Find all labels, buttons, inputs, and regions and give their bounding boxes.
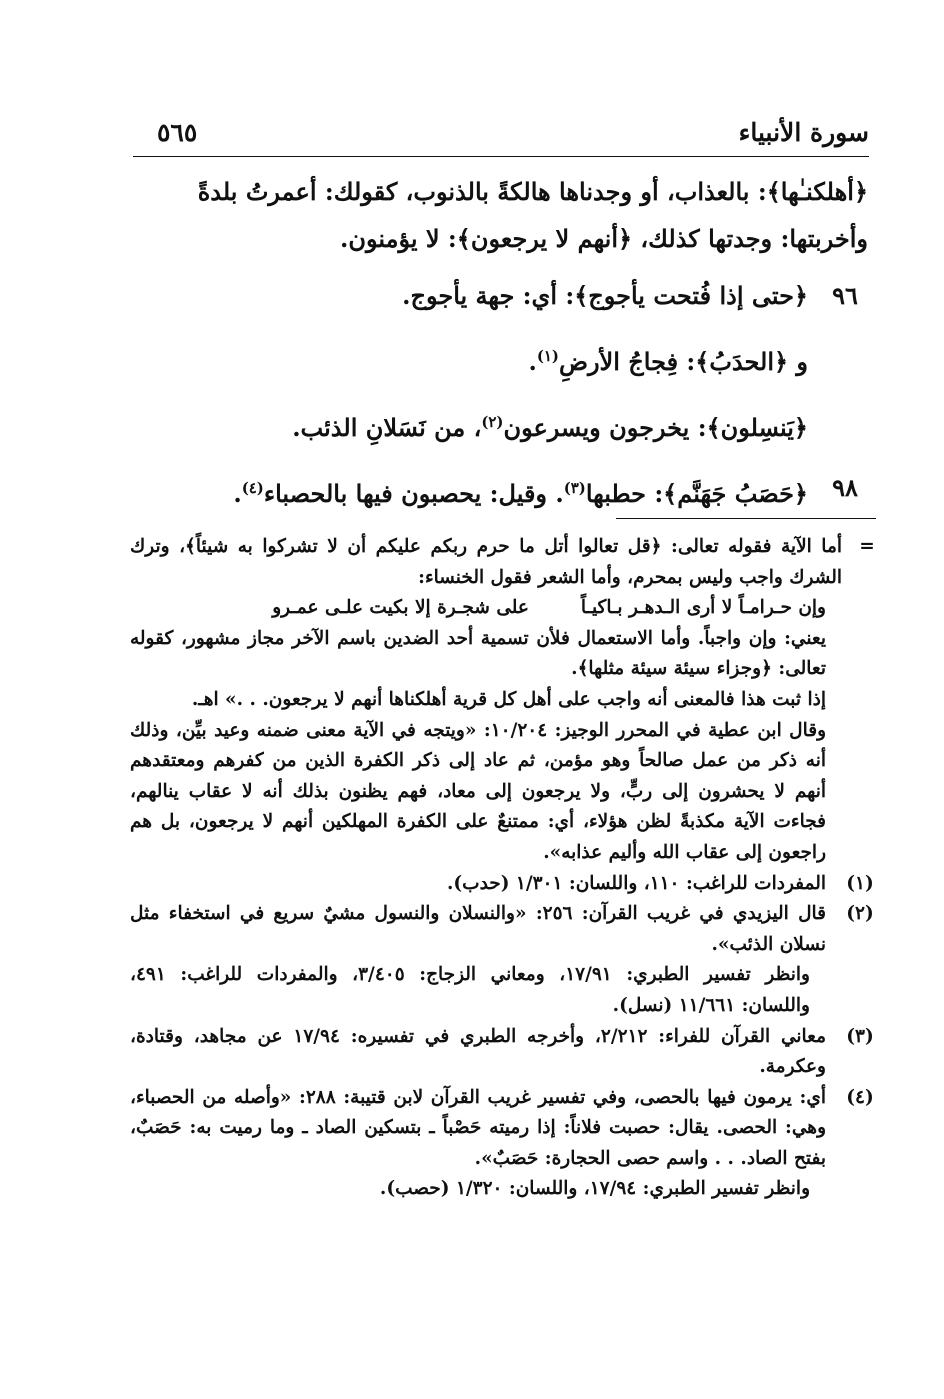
gloss-text: ﴿حتى إذا فُتحت يأجوج﴾: أي: جهة يأجوج. bbox=[402, 281, 808, 310]
verse-number: ٩٨ bbox=[832, 473, 858, 502]
footnote-number: (٢) bbox=[846, 903, 874, 925]
gloss-entry: ٩٨ ﴿حَصَبُ جَهَنَّم﴾: حطبها$^{(٣)}$. وقيل: يحصبون فيها بالحصباء$^{(٤)}$. bbox=[140, 464, 808, 518]
footnote-subtext: وانظر تفسير الطبري: ١٧/٩٤، واللسان: ١/٣٢٠ (حصب). bbox=[379, 1178, 810, 1200]
footnote-continuation bbox=[130, 532, 880, 593]
main-text bbox=[140, 168, 868, 518]
footnote-item bbox=[130, 869, 880, 900]
footnote-text: معاني القرآن للفراء: ٢/٢١٢، وأخرجه الطبري في تفسيره: ١٧/٩٤ عن مجاهد، وقتادة، وعكرمة. bbox=[130, 1025, 826, 1078]
gloss-entry bbox=[140, 398, 808, 452]
footnote-subtext: وانظر تفسير الطبري: ١٧/٩١، ومعاني الزجاج: ٣/٤٠٥، والمفردات للراغب: ٤٩١، واللسان: ١١/٦٦١ (نسل). bbox=[130, 964, 810, 1016]
footnote-ref[interactable]: (٢) bbox=[481, 413, 504, 431]
gloss-text: ﴿حَصَبُ جَهَنَّم﴾: حطبها bbox=[585, 479, 808, 508]
footnote-text: المفردات للراغب: ١١٠، واللسان: ١/٣٠١ (حدب). bbox=[446, 872, 826, 894]
footnote-number: (١) bbox=[846, 872, 874, 894]
footnote-text: أي: يرمون فيها بالحصى، وفي تفسير غريب القرآن لابن قتيبة: ٢٨٨: «وأصله من الحصباء، وهي: الحصى. يقال: حصبت فلاناً: إذا رميته حَصْباً ـ بتسكين الصاد ـ وما رميت به: حَصَبٌ، بفتح الصاد. . . واسم حصى الحجارة: حَصَبٌ». bbox=[130, 1086, 826, 1169]
poetry-verse bbox=[130, 593, 880, 624]
page-number: ٥٦٥ bbox=[157, 118, 198, 147]
verse-hemistich: وإن حـرامـاً لا أرى الـدهـر بـاكيـاً bbox=[580, 597, 826, 619]
footnote-ref[interactable]: (٣) bbox=[563, 479, 586, 497]
surah-title: سورة الأنبياء bbox=[738, 118, 869, 147]
footnote-paragraph: إذا ثبت هذا فالمعنى أنه واجب على أهل كل قرية أهلكناها أنهم لا يرجعون. . .» اهـ. bbox=[191, 688, 826, 710]
running-header bbox=[133, 118, 869, 152]
footnote-paragraph: يعني: وإن واجباً. وأما الاستعمال فلأن تسمية أحد الضدين باسم الآخر مجاز مشهور، كقوله تعالى: ﴿وجزاء سيئة سيئة مثلها﴾. bbox=[130, 627, 826, 680]
footnote-number: (٤) bbox=[846, 1086, 874, 1108]
gloss-entry: و ﴿الحدَبُ﴾: فِجاجُ الأرضِ$^{(١)}$. bbox=[528, 347, 808, 376]
footnote-paragraph: وقال ابن عطية في المحرر الوجيز: ١٠/٢٠٤: «ويتجه في الآية معنى ضمنه وعيد بيِّن، وذلك أنه ذكر من عمل صالحاً وهو مؤمن، ثم عاد إلى ذكر الكفرة الذين من كفرهم ومعتقدهم أنهم لا يحشرون إلى ربٍّ، ولا يرجعون إلى معاد، فهم يظنون بذلك أنه لا عقاب ينالهم، فجاءت الآية مكذبةً لظن هؤلاء، أي: ممتنعٌ على الكفرة المهلكين أنهم لا يرجعون، بل هم راجعون إلى عقاب الله وأليم عذابه». bbox=[130, 719, 827, 863]
footnote-ref[interactable]: (٤) bbox=[241, 479, 264, 497]
footnote-item bbox=[130, 1083, 880, 1175]
footnote-number: (٣) bbox=[846, 1025, 874, 1047]
footnote-text: قال اليزيدي في غريب القرآن: ٢٥٦: «والنسلان والنسول مشيٌ سريع في استخفاء مثل نسلان الذئب». bbox=[130, 903, 826, 955]
intro-line: وأخربتها: وجدتها كذلك، ﴿أنهم لا يرجعون﴾: لا يؤمنون. bbox=[339, 224, 868, 253]
footnote-paragraph: أما الآية فقوله تعالى: ﴿قل تعالوا أتل ما حرم ربكم عليكم أن لا تشركوا به شيئاً﴾، وترك الشرك واجب وليس بمحرم، وأما الشعر فقول الخنساء: bbox=[130, 536, 842, 588]
footnote-item bbox=[130, 1022, 880, 1083]
verse-number: ٩٦ bbox=[832, 281, 858, 310]
verse-hemistich: على شجـرة إلا بكيت علـى عمـرو bbox=[272, 597, 529, 619]
footnotes bbox=[130, 532, 880, 1205]
gloss-text: و ﴿الحدَبُ﴾: فِجاجُ الأرضِ bbox=[558, 347, 808, 376]
footnote-rule bbox=[616, 518, 876, 519]
gloss-entry bbox=[140, 272, 858, 320]
continuation-mark: = bbox=[859, 536, 875, 557]
header-rule bbox=[133, 156, 869, 157]
gloss-text: ، من نَسَلانِ الذئب. bbox=[292, 413, 482, 442]
footnote-item bbox=[130, 899, 880, 960]
gloss-text: ﴿يَنسِلون﴾: يخرجون ويسرعون bbox=[503, 413, 808, 442]
intro-line: ﴿أهلكنـٰها﴾: بالعذاب، أو وجدناها هالكةً بالذنوب، كقولك: أعمرتُ بلدةً bbox=[197, 177, 868, 206]
gloss-text: . وقيل: يحصبون فيها بالحصباء bbox=[263, 479, 564, 508]
footnote-ref[interactable]: (١) bbox=[536, 347, 559, 365]
